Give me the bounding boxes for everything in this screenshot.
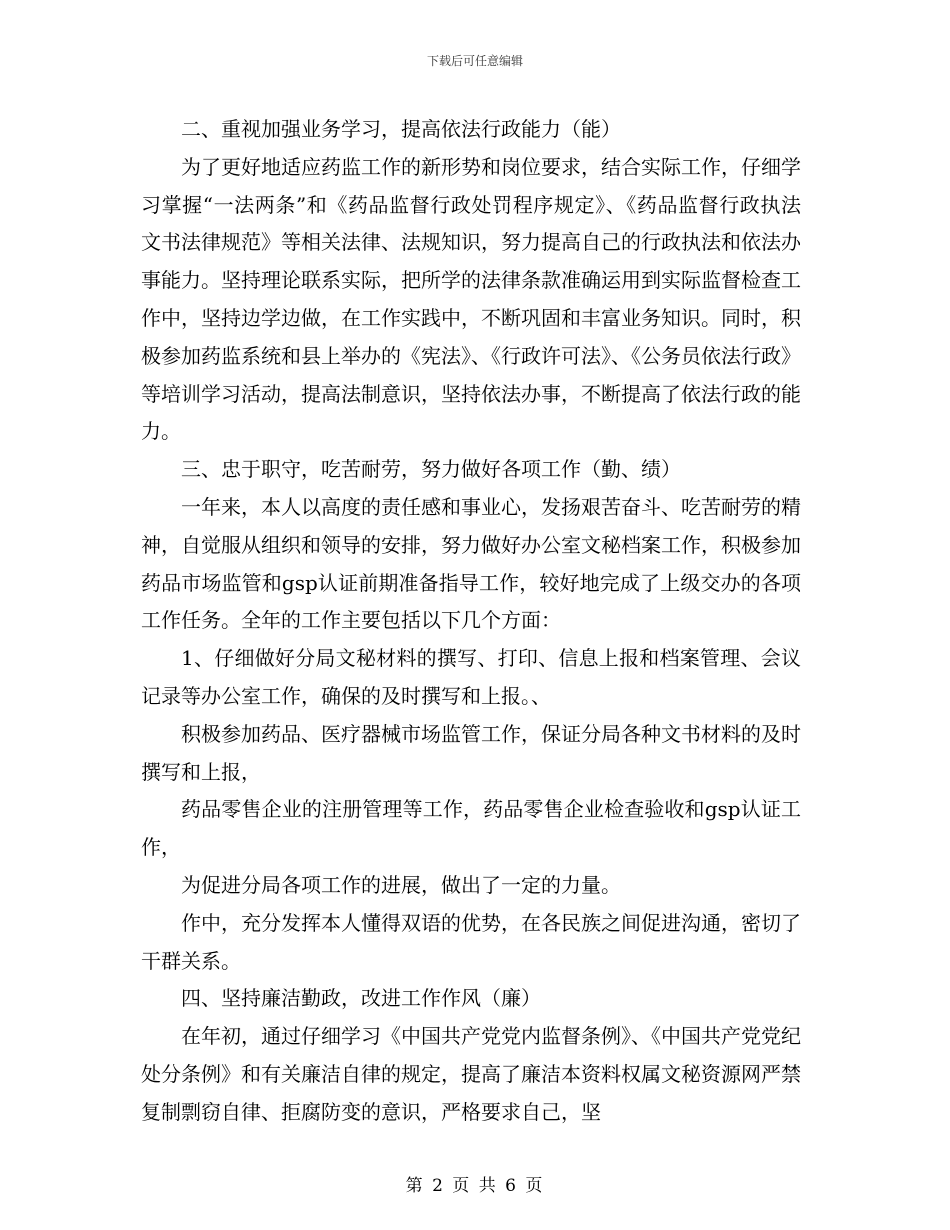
- body-paragraph: 药品零售企业的注册管理等工作，药品零售企业检查验收和gsp认证工作，: [141, 797, 801, 860]
- body-paragraph: 为促进分局各项工作的进展，做出了一定的力量。: [181, 872, 621, 897]
- body-paragraph: 积极参加药品、医疗器械市场监管工作，保证分局各种文书材料的及时撰写和上报，: [141, 721, 801, 784]
- page-number: 第 2 页 共 6 页: [405, 1176, 545, 1196]
- body-paragraph: 在年初，通过仔细学习《中国共产党党内监督条例》、《中国共产党党纪处分条例》和有关廉洁自律的规定，提高了廉洁本资料权属文秘资源网严禁复制剽窃自律、拒腐防变的意识，严格要求自己，坚: [141, 1024, 801, 1124]
- document-body: [141, 111, 801, 1132]
- section-heading-3: 三、忠于职守，吃苦耐劳，努力做好各项工作（勤、绩）: [181, 457, 681, 482]
- body-paragraph: 作中，充分发挥本人懂得双语的优势，在各民族之间促进沟通，密切了干群关系。: [141, 910, 801, 973]
- section-heading-4: 四、坚持廉洁勤政，改进工作作风（廉）: [181, 986, 541, 1011]
- section-heading-2: 二、重视加强业务学习，提高依法行政能力（能）: [181, 117, 621, 141]
- body-paragraph: 1、仔细做好分局文秘材料的撰写、打印、信息上报和档案管理、会议记录等办公室工作，确保的及时撰写和上报。、: [141, 646, 801, 708]
- body-paragraph: 一年来，本人以高度的责任感和事业心，发扬艰苦奋斗、吃苦耐劳的精神，自觉服从组织和领导的安排，努力做好办公室文秘档案工作，积极参加药品市场监管和gsp认证前期准备指导工作，较好地完成了上级交办的各项工作任务。全年的工作主要包括以下几个方面：: [141, 494, 801, 633]
- page-header: 下载后可任意编辑: [426, 54, 523, 68]
- body-paragraph: 为了更好地适应药监工作的新形势和岗位要求，结合实际工作，仔细学习掌握“一法两条”和《药品监督行政处罚程序规定》、《药品监督行政执法文书法律规范》等相关法律、法规知识，努力提高自己的行政执法和依法办事能力。坚持理论联系实际，把所学的法律条款准确运用到实际监督检查工作中，坚持边学边做，在工作实践中，不断巩固和丰富业务知识。同时，积极参加药监系统和县上举办的《宪法》、《行政许可法》、《公务员依法行政》等培训学习活动，提高法制意识，坚持依法办事，不断提高了依法行政的能力。: [141, 154, 801, 444]
